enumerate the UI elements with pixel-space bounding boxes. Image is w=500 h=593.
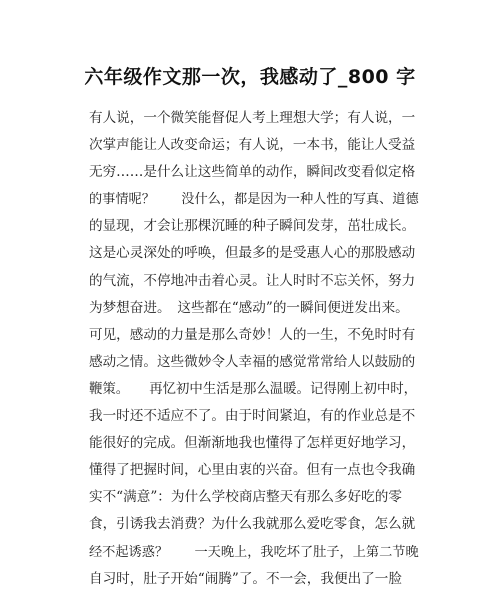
article-line: 可见，感动的力量是那么奇妙！人的一生，不免时时有 bbox=[89, 326, 416, 343]
article-line: 的气流，不停地冲击着心灵。让人时时不忘关怀，努力 bbox=[89, 272, 416, 289]
article-line: 经不起诱惑？ 一天晚上，我吃坏了肚子，上第二节晚 bbox=[89, 544, 419, 560]
article-line: 感动之情。这些微妙令人幸福的感觉常常给人以鼓励的 bbox=[89, 353, 416, 370]
article-title: 六年级作文那一次，我感动了_800 字 bbox=[84, 66, 416, 88]
article-line: 无穷……是什么让这些简单的动作，瞬间改变看似定格 bbox=[89, 164, 416, 181]
article-line: 实不“满意”：为什么学校商店整天有那么多好吃的零 bbox=[89, 489, 402, 506]
article-line: 鞭策。 再忆初中生活是那么温暖。记得刚上初中时， bbox=[89, 381, 418, 397]
article-line: 能很好的完成。但渐渐地我也懂得了怎样更好地学习， bbox=[89, 435, 416, 452]
article-line: 的事情呢？ 没什么，都是因为一种人性的写真、道德 bbox=[89, 192, 419, 208]
article-line: 懂得了把握时间，心里由衷的兴奋。但有一点也令我确 bbox=[89, 462, 416, 479]
article-line: 的显现，才会让那棵沉睡的种子瞬间发芽，茁壮成长。 bbox=[89, 218, 416, 235]
article-line: 次掌声能让人改变命运；有人说，一本书，能让人受益 bbox=[89, 137, 416, 154]
article-line: 这是心灵深处的呼唤，但最多的是受惠人心的那股感动 bbox=[89, 245, 416, 262]
article-body bbox=[89, 105, 419, 593]
article-line: 为梦想奋进。 这些都在“感动”的一瞬间便迸发出来。 bbox=[89, 299, 409, 316]
article-line: 我一时还不适应不了。由于时间紧迫，有的作业总是不 bbox=[89, 408, 416, 425]
article-line: 食，引诱我去消费？为什么我就那么爱吃零食，怎么就 bbox=[89, 516, 416, 533]
article-line: 有人说，一个微笑能督促人考上理想大学；有人说，一 bbox=[89, 110, 416, 126]
article-line: 自习时，肚子开始“闹腾”了。不一会，我便出了一脸 bbox=[89, 570, 402, 587]
